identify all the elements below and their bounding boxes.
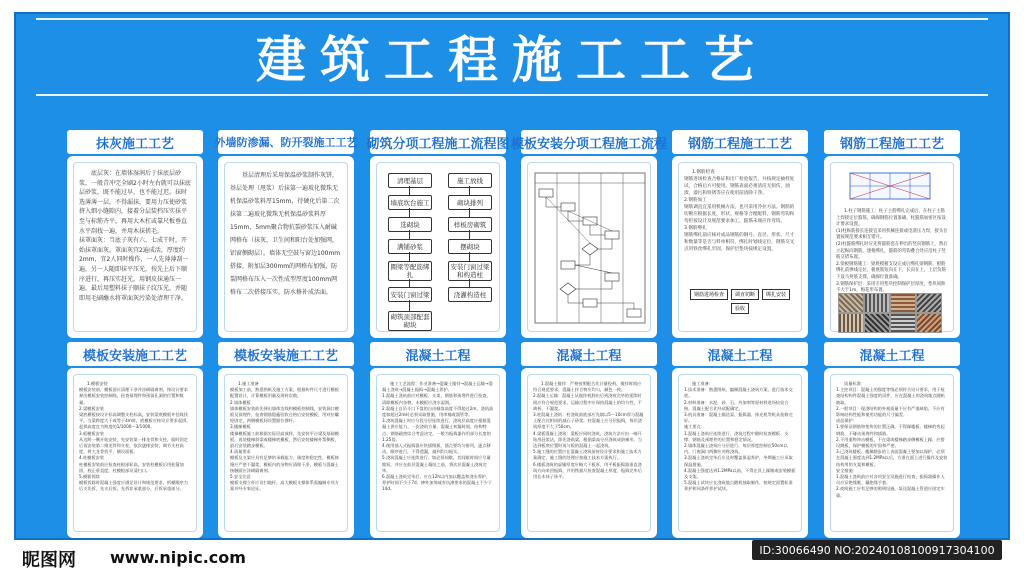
rebar-photo bbox=[864, 293, 890, 313]
panel-6-text: 1.柱子钢筋施工：柱子主筋绑扎完成后，在柱子主筋上焊接定位箍筋，确保钢筋位置准确，柱箍筋加密区按设计要求设置。 (1)柱纵筋接长连接宜采用机械连接或电渣压力焊，接头位置按规范要求相互错开。 (2)柱箍筋绑扎时应先将箍筋套在伸出的竖向钢筋上，然后立起纵向钢筋，逐根绑扎，箍筋的弯钩叠合处应沿柱子竖筋交错布置。 2.梁板钢筋施工：梁底模板支设完成后绑扎梁钢筋，板筋绑扎前弹线定位，板底筋短向在下，长向在上，上层负筋下设马凳筋支撑，确保位置准确。 3.钢筋保护层：采用专用垫块控制保护层厚度，垫块间距不大于1m，梅花形布置。 bbox=[836, 209, 948, 294]
panel-12-body bbox=[830, 374, 954, 532]
flow-step: 砌筑顶部配套砌块 bbox=[388, 311, 432, 331]
panel-2-body bbox=[224, 162, 348, 332]
banner-title: 建筑工程施工工艺 bbox=[256, 31, 768, 89]
panel-8-body bbox=[224, 374, 348, 532]
panel-11 bbox=[672, 368, 808, 538]
panel-9 bbox=[370, 368, 506, 538]
panel-3-title: 砌筑分项工程施工流程图 bbox=[370, 130, 506, 154]
rebar-photos bbox=[836, 293, 948, 333]
process-box: 验收 bbox=[731, 303, 749, 314]
panel-7 bbox=[67, 368, 203, 538]
masonry-flowchart bbox=[382, 169, 494, 329]
panel-1 bbox=[67, 156, 203, 338]
rebar-photo bbox=[890, 313, 916, 333]
panel-11-text: 施工准备： 1.技术准备：熟悉图纸，编制混凝土浇筑方案，进行技术交底。 2.材料准备：水泥、砂、石、外加剂等原材料进场检验合格，混凝土配合比经试配确定。 3.机具准备：混凝土输送泵、振捣器、抹光机等机具检修完好。 施工要点： 1.混凝土浇筑应连续进行，浇筑过程中随时检查模板、支撑、钢筋及预埋件的位置和稳定情况。 2.墙体混凝土浇筑应分层进行，每层厚度控制在50cm以内，门窗洞口两侧应对称浇筑。 3.混凝土浇筑完毕后应及时覆盖保湿养护，冬期施工应采取保温措施。 4.混凝土强度达到1.2MPa以前，不得在其上踩踏或安装模板及支架。 5.混凝土试块应在浇筑地点随机抽取制作，按规定留置标准养护和同条件养护试块。 bbox=[684, 381, 796, 492]
panel-9-title: 混凝土工程 bbox=[370, 342, 506, 366]
rebar-photo bbox=[916, 313, 942, 333]
flow-step: 摆砌块 bbox=[448, 239, 492, 254]
watermark-logo: 昵图网 bbox=[22, 550, 76, 571]
flow-step: 满铺砂浆 bbox=[388, 239, 432, 254]
flow-step: 墙底坎台施工 bbox=[388, 195, 432, 210]
panel-1-title: 抹灰施工工艺 bbox=[67, 130, 203, 154]
panel-6-title: 钢筋工程施工工艺 bbox=[824, 130, 960, 154]
panel-7-text: 1.模板安装 模板安装前，模板面应清理干净并涂刷隔离剂，按设计要求弹出模板安装控制线，检查预埋件和预留孔洞的位置和数量。 2.梁模板安装 梁底模板按设计标高调整支柱标高，安装梁底模板并拉线找平。当梁跨度大于或等于4m时，底模板应按设计要求起拱，起拱高度宜为跨度的1/1000～3/1000。 3.板模板安装 从边跨一侧开始安装，先安装第一排龙骨和支柱，临时固定后再安装第二排龙骨和支柱，依次逐排安装，调节支柱高度，将大龙骨找平，铺设面板。 4.柱模板安装 柱模板安装前应检查柱根部标高，安装柱模板后用柱箍加固，校正垂直度，柱模根部设清扫口。 5.模板拆除 模板拆除时混凝土强度应满足设计和规范要求，拆模顺序为后支先拆、先支后拆，先拆非承重部分，后拆承重部分。 bbox=[79, 381, 191, 492]
panel-12-text: 质量标准： 1.主控项目：混凝土的强度等级必须符合设计要求，用于检查结构构件混凝土强度的试件，应在混凝土的浇筑地点随机抽取。 2.一般项目：现浇结构的外观质量不应有严重缺陷，不应有影响结构性能和使用功能的尺寸偏差。 成品保护： 1.要保证钢筋和垫块的位置正确，不得踩楼板、楼梯的弯起钢筋，不碰动预埋件和插筋。 2.不用重物冲击模板，不在梁或楼梯踏步侧模板上踩，应搭设跳板，保护模板的牢固和严密。 3.已浇筑楼板、楼梯踏步的上表面混凝土要加以保护，必须在混凝土强度达到1.2MPa以后，方准在面上进行操作及安装结构用的支架和模板。 安全措施： 1.混凝土浇筑前应对各项安全设施进行检查，振捣器操作人员应穿绝缘鞋、戴绝缘手套。 2.夜间施工应有足够的照明设施，泵送混凝土管道应固定牢靠。 bbox=[836, 381, 948, 498]
panel-2-title: 外墙防渗漏、防开裂施工工艺 bbox=[218, 130, 354, 154]
panel-5-body bbox=[678, 162, 802, 332]
formwork-swimlane-diagram bbox=[533, 169, 647, 329]
panel-10-text: 1.混凝土搅拌：严格按照配合比计量投料，搅拌时间应符合规范要求，混凝土拌合物应均匀，颜色一致。 2.混凝土运输：混凝土从搅拌机卸出后到浇筑完毕的延续时间应符合规范要求，运输过程中应保持混凝土的均匀性，不离析、不漏浆。 3.柱混凝土浇筑：柱浇筑前底部应先填以5～10cm厚与混凝土配合比相同的减石子砂浆，柱混凝土应分层振捣，每层浇筑厚度不大于50cm。 4.梁板混凝土浇筑：梁板应同时浇筑，浇筑方法应由一端开始用赶浆法，即先浇筑梁，根据梁高分层浇筑成阶梯形，当达到板底位置时再与板的混凝土一起浇筑。 5.施工缝的位置应在混凝土浇筑前按设计要求和施工技术方案确定，施工缝的处理应按施工技术方案执行。 6.楼板浇筑的虚铺厚度应略大于板厚，用平板振捣器垂直浇筑方向来回振捣，并用铁插尺检查混凝土厚度，振捣完毕后用长木抹子抹平。 bbox=[533, 381, 644, 480]
process-box: 钢筋进场检查 bbox=[690, 289, 728, 300]
panel-6 bbox=[824, 156, 960, 338]
flow-step: 浇灌构造柱 bbox=[448, 287, 492, 302]
panel-12-title: 混凝土工程 bbox=[824, 342, 960, 366]
panel-4 bbox=[521, 156, 657, 338]
flow-step: 样板房砌筑 bbox=[448, 217, 492, 232]
title-bottom-line bbox=[36, 94, 988, 96]
rebar-photo bbox=[838, 313, 864, 333]
panel-3-body bbox=[376, 162, 500, 332]
process-box: 绑扎安装 bbox=[762, 289, 790, 300]
panel-2 bbox=[218, 156, 354, 338]
panel-5-title: 钢筋工程施工工艺 bbox=[672, 130, 808, 154]
rebar-photo bbox=[838, 293, 864, 313]
panel-9-body bbox=[376, 374, 500, 532]
title-top-line bbox=[36, 18, 988, 20]
panel-10-title: 混凝土工程 bbox=[521, 342, 657, 366]
panel-1-body bbox=[73, 162, 197, 332]
process-box: 调直切断 bbox=[731, 289, 759, 300]
panel-1-text: 底层灰：在墙体湿润后于抹底层砂浆，一般青冲完全刷2小时左右就可以抹底层砂浆，既不能过早，也不能过迟。抹时选薄薄一层，不得漏抹，要用力压使砂浆挤入细小缝隙内，接着分层装档压实抹平至与标筋齐平，再用大木杠或靠尺板垂直水平刮找一遍，并用木抹搓毛。 抹罩面灰：当底子灰有六、七成干时，开始抹罩面灰。罩面灰宜2遍成活，厚度约2mm，宜2人同时操作，一人先薄薄刮一遍，另一人随即抹平压光，按先上后下顺序进行，再压实赶光，用钢皮抹通压一遍，最后用塑料抹子顺抹子纹压光，并随即用毛刷蘸水将罩面灰污染处清理干净。 bbox=[79, 170, 191, 302]
rebar-photo bbox=[890, 293, 916, 313]
flow-step: 砌块排列 bbox=[448, 195, 492, 210]
watermark-site: www.nipic.com bbox=[110, 548, 246, 567]
panel-8-title: 模板安装施工工艺 bbox=[218, 342, 354, 366]
flow-step: 安装门窗过梁 bbox=[388, 287, 432, 302]
panel-8 bbox=[218, 368, 354, 538]
panel-10-body bbox=[527, 374, 651, 532]
rebar-process-diagram bbox=[684, 289, 796, 314]
panel-2-text: 基层清理后采用保温砂浆制作灰饼，基层处理（甩浆）后抹第一遍玻化微珠无机保温砂浆料厚15mm，待硬化后第二次抹第二遍玻化微珠无机保温砂浆料厚15mm，5mm聚合物抗裂砂浆压入耐碱网格布（抹灰、卫生间和阳台处加强网，铝窗侧砌层）。墙体无空鼓与窗边100mm搭接，附加层300mm的网格布加强，防裂网格布压入一次性成型厚度100mm网格布二次搭接压实，防水修补成活面。 bbox=[230, 172, 341, 296]
panel-4-title: 模板安装分项工程施工流程 bbox=[521, 130, 657, 154]
panel-5 bbox=[672, 156, 808, 338]
flow-step: 安装门窗过梁和构造柱 bbox=[448, 261, 492, 281]
panel-3 bbox=[370, 156, 506, 338]
panel-12 bbox=[824, 368, 960, 538]
panel-7-title: 模板安装施工工艺 bbox=[67, 342, 203, 366]
display-board bbox=[14, 12, 1010, 540]
panel-6-body bbox=[830, 162, 954, 332]
panel-11-title: 混凝土工程 bbox=[672, 342, 808, 366]
flow-step: 选砌块 bbox=[388, 217, 432, 232]
rebar-photo bbox=[916, 293, 942, 313]
flow-step: 清理基层 bbox=[388, 173, 432, 188]
panel-9-text: 施工工艺流程：作业准备→混凝土搅拌→混凝土运输→混凝土浇筑→混凝土振捣→混凝土养护。 1.混凝土浇筑前应对模板、支架、钢筋和预埋件进行检查，清除模板内杂物，木模板应浇水湿润。 2.混凝土自吊斗口下落的自由倾落高度不得超过2m，浇筑高度如超过2m时必须采取措施，用串桶或溜管等。 3.浇筑混凝土时应分段分层连续进行，浇筑层高度应根据混凝土供应能力、一次浇筑方量、混凝土初凝时间、结构特点、钢筋疏密综合考虑决定，一般为振捣器作用部分长度的1.25倍。 4.使用插入式振捣器应快插慢拔，插点要均匀排列，逐点移动，顺序进行，不得遗漏，做到均匀振实。 5.浇筑混凝土应连续进行。如必须间歇，其间歇时间应尽量缩短，并应在前层混凝土凝结之前，将次层混凝土浇筑完毕。 6.混凝土浇筑完毕后，应在12h以内加以覆盖和浇水养护，养护时间不少于7d，掺外加剂或有抗渗要求的混凝土不少于14d。 bbox=[382, 381, 494, 492]
flow-step: 圈梁等配筋绑扎 bbox=[388, 261, 432, 281]
panel-4-body bbox=[527, 162, 651, 332]
panel-10 bbox=[521, 368, 657, 538]
flow-step: 施工放线 bbox=[448, 173, 492, 188]
panel-8-text: 1.施工准备 模板加工前，熟悉图纸及施工方案，根据构件尺寸进行模板配置设计，计算模板用量及周转次数。 2.墙体模板 墙体模板安装前先弹出墙体边线和模板控制线，安装洞口模板及预埋件，检查钢筋隐蔽验收合格后安装模板，用对拉螺栓固定，两侧模板间设置限位撑杆。 3.楼梯模板 楼梯模板施工前根据实际层高放样，先安装平台梁及基础模板，再装楼梯斜梁或楼梯底模板，然后安装楼梯外帮侧板，最后安装踏步模板。 4.质量要求 模板及支架应具有足够的承载能力、刚度和稳定性，模板接缝应严密不漏浆，模板内的杂物应清理干净，模板与混凝土接触面应涂刷隔离剂。 5.安全注意 模板支撑立杆应设扫地杆，高大模板支撑体系需编制专项方案并经专家论证。 bbox=[230, 381, 339, 492]
rebar-schematic bbox=[836, 169, 946, 205]
panel-11-body bbox=[678, 374, 802, 532]
panel-7-body bbox=[73, 374, 197, 532]
panel-5-text: 1.钢筋检查 钢筋进场检查合格证和出厂检验报告，并按规定抽样复试，合格后方可使用。钢筋表面必须清洁无损伤，油渍、漆污和铁锈等应在使用前清除干净。 2.钢筋加工 钢筋调直宜采用机械方法，也可采用冷拉方法。钢筋的切断应根据长度、形状、规格等合理配料，钢筋弯钩和弯折按设计及规范要求加工，箍筋末端应作弯钩。 3.钢筋绑扎 钢筋绑扎前应核对成品钢筋的钢号、直径、形状、尺寸和数量等是否与料单相符，绑扎时划线定位，钢筋交叉点用铁丝绑扎牢固，保护层垫块按规定设置。 bbox=[684, 170, 795, 252]
image-id-bar: ID:30066490 NO:20240108100917304100 bbox=[752, 540, 1002, 560]
rebar-photo bbox=[864, 313, 890, 333]
